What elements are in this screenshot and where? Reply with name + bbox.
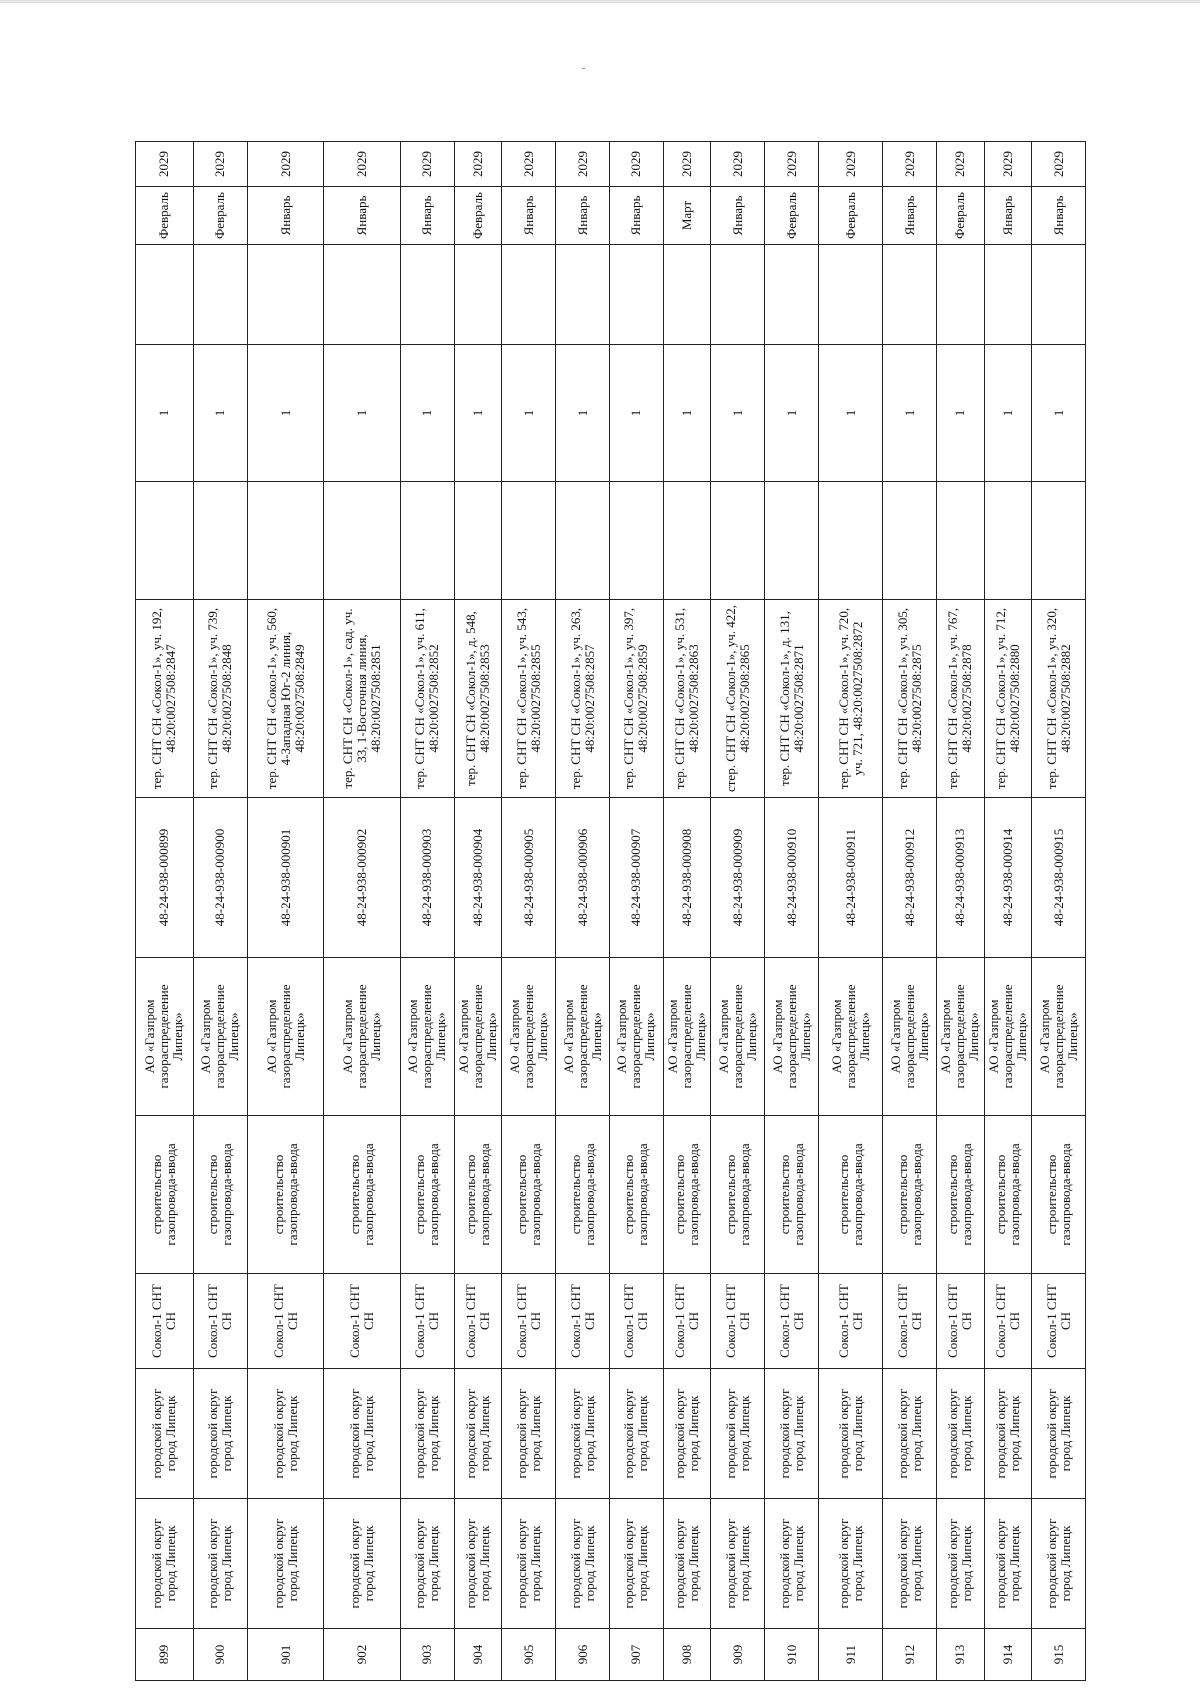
work-type-cell: строительство газопровода-ввода bbox=[883, 1116, 937, 1274]
table-row bbox=[193, 142, 247, 1681]
empty-cell bbox=[936, 245, 984, 345]
row-number: 908 bbox=[663, 1629, 711, 1681]
year-cell: 2029 bbox=[247, 142, 324, 187]
quantity-cell: 1 bbox=[818, 345, 882, 482]
work-type-cell: строительство газопровода-ввода bbox=[324, 1116, 401, 1274]
quantity-cell: 1 bbox=[324, 345, 401, 482]
empty-cell bbox=[324, 482, 401, 600]
district-cell: городской округ город Липецк bbox=[400, 1499, 454, 1629]
organization-cell: АО «Газпром газораспределение Липецк» bbox=[1032, 958, 1086, 1116]
year-cell: 2029 bbox=[454, 142, 502, 187]
snt-cell: Сокол-1 СНТ СН bbox=[247, 1274, 324, 1369]
month-cell: Январь bbox=[324, 187, 401, 245]
empty-cell bbox=[400, 482, 454, 600]
table-row bbox=[556, 142, 610, 1681]
settlement-cell: городской округ город Липецк bbox=[324, 1369, 401, 1499]
row-number: 904 bbox=[454, 1629, 502, 1681]
settlement-cell: городской округ город Липецк bbox=[818, 1369, 882, 1499]
month-cell: Январь bbox=[609, 187, 663, 245]
empty-cell bbox=[136, 482, 194, 600]
rotated-page bbox=[135, 142, 1086, 1681]
snt-cell: Сокол-1 СНТ СН bbox=[984, 1274, 1032, 1369]
settlement-cell: городской округ город Липецк bbox=[883, 1369, 937, 1499]
snt-cell: Сокол-1 СНТ СН bbox=[502, 1274, 556, 1369]
year-cell: 2029 bbox=[193, 142, 247, 187]
row-number: 912 bbox=[883, 1629, 937, 1681]
settlement-cell: городской округ город Липецк bbox=[454, 1369, 502, 1499]
row-number: 902 bbox=[324, 1629, 401, 1681]
year-cell: 2029 bbox=[136, 142, 194, 187]
month-cell: Январь bbox=[556, 187, 610, 245]
settlement-cell: городской округ город Липецк bbox=[556, 1369, 610, 1499]
empty-cell bbox=[556, 482, 610, 600]
row-number: 901 bbox=[247, 1629, 324, 1681]
address-cell: тер. СНТ СН «Сокол-1», уч. 192, 48:20:0027508:2847 bbox=[136, 600, 194, 798]
empty-cell bbox=[663, 482, 711, 600]
year-cell: 2029 bbox=[324, 142, 401, 187]
empty-cell bbox=[818, 482, 882, 600]
snt-cell: Сокол-1 СНТ СН bbox=[193, 1274, 247, 1369]
district-cell: городской округ город Липецк bbox=[1032, 1499, 1086, 1629]
snt-cell: Сокол-1 СНТ СН bbox=[454, 1274, 502, 1369]
year-cell: 2029 bbox=[818, 142, 882, 187]
row-number: 900 bbox=[193, 1629, 247, 1681]
settlement-cell: городской округ город Липецк bbox=[247, 1369, 324, 1499]
empty-cell bbox=[454, 482, 502, 600]
settlement-cell: городской округ город Липецк bbox=[193, 1369, 247, 1499]
table-row bbox=[984, 142, 1032, 1681]
object-code-cell: 48-24-938-000913 bbox=[936, 798, 984, 958]
address-cell: тер. СНТ СН «Сокол-1», уч. 720, уч. 721, 48:20:0027508:2872 bbox=[818, 600, 882, 798]
quantity-cell: 1 bbox=[609, 345, 663, 482]
table-row bbox=[400, 142, 454, 1681]
district-cell: городской округ город Липецк bbox=[247, 1499, 324, 1629]
district-cell: городской округ город Липецк bbox=[556, 1499, 610, 1629]
address-cell: тер. СНТ СН «Сокол-1», уч. 611, 48:20:0027508:2852 bbox=[400, 600, 454, 798]
quantity-cell: 1 bbox=[883, 345, 937, 482]
empty-cell bbox=[984, 482, 1032, 600]
settlement-cell: городской округ город Липецк bbox=[1032, 1369, 1086, 1499]
empty-cell bbox=[711, 245, 765, 345]
year-cell: 2029 bbox=[936, 142, 984, 187]
table-row bbox=[247, 142, 324, 1681]
work-type-cell: строительство газопровода-ввода bbox=[936, 1116, 984, 1274]
row-number: 899 bbox=[136, 1629, 194, 1681]
organization-cell: АО «Газпром газораспределение Липецк» bbox=[454, 958, 502, 1116]
empty-cell bbox=[609, 245, 663, 345]
object-code-cell: 48-24-938-000901 bbox=[247, 798, 324, 958]
settlement-cell: городской округ город Липецк bbox=[136, 1369, 194, 1499]
object-code-cell: 48-24-938-000902 bbox=[324, 798, 401, 958]
organization-cell: АО «Газпром газораспределение Липецк» bbox=[765, 958, 819, 1116]
settlement-cell: городской округ город Липецк bbox=[765, 1369, 819, 1499]
empty-cell bbox=[984, 245, 1032, 345]
empty-cell bbox=[883, 482, 937, 600]
scan-top-edge bbox=[0, 0, 1200, 3]
row-number: 915 bbox=[1032, 1629, 1086, 1681]
table-row bbox=[609, 142, 663, 1681]
settlement-cell: городской округ город Липецк bbox=[936, 1369, 984, 1499]
month-cell: Январь bbox=[984, 187, 1032, 245]
year-cell: 2029 bbox=[609, 142, 663, 187]
settlement-cell: городской округ город Липецк bbox=[609, 1369, 663, 1499]
object-code-cell: 48-24-938-000906 bbox=[556, 798, 610, 958]
table-row bbox=[765, 142, 819, 1681]
empty-cell bbox=[663, 245, 711, 345]
snt-cell: Сокол-1 СНТ СН bbox=[324, 1274, 401, 1369]
quantity-cell: 1 bbox=[663, 345, 711, 482]
snt-cell: Сокол-1 СНТ СН bbox=[883, 1274, 937, 1369]
address-cell: тер. СНТ СН «Сокол-1», уч. 531, 48:20:0027508:2863 bbox=[663, 600, 711, 798]
district-cell: городской округ город Липецк bbox=[765, 1499, 819, 1629]
district-cell: городской округ город Липецк bbox=[136, 1499, 194, 1629]
empty-cell bbox=[193, 245, 247, 345]
organization-cell: АО «Газпром газораспределение Липецк» bbox=[711, 958, 765, 1116]
snt-cell: Сокол-1 СНТ СН bbox=[711, 1274, 765, 1369]
address-cell: тер. СНТ СН «Сокол-1», уч. 560, 4-Западная Юг-2 линия, 48:20:0027508:2849 bbox=[247, 600, 324, 798]
work-type-cell: строительство газопровода-ввода bbox=[765, 1116, 819, 1274]
work-type-cell: строительство газопровода-ввода bbox=[502, 1116, 556, 1274]
quantity-cell: 1 bbox=[936, 345, 984, 482]
organization-cell: АО «Газпром газораспределение Липецк» bbox=[883, 958, 937, 1116]
settlement-cell: городской округ город Липецк bbox=[400, 1369, 454, 1499]
district-cell: городской округ город Липецк bbox=[454, 1499, 502, 1629]
empty-cell bbox=[502, 482, 556, 600]
object-code-cell: 48-24-938-000914 bbox=[984, 798, 1032, 958]
row-number: 905 bbox=[502, 1629, 556, 1681]
table-row bbox=[454, 142, 502, 1681]
settlement-cell: городской округ город Липецк bbox=[711, 1369, 765, 1499]
table-row bbox=[1032, 142, 1086, 1681]
district-cell: городской округ город Липецк bbox=[193, 1499, 247, 1629]
organization-cell: АО «Газпром газораспределение Липецк» bbox=[936, 958, 984, 1116]
organization-cell: АО «Газпром газораспределение Липецк» bbox=[193, 958, 247, 1116]
snt-cell: Сокол-1 СНТ СН bbox=[936, 1274, 984, 1369]
address-cell: тер. СНТ СН «Сокол-1», уч. 397, 48:20:0027508:2859 bbox=[609, 600, 663, 798]
work-type-cell: строительство газопровода-ввода bbox=[136, 1116, 194, 1274]
snt-cell: Сокол-1 СНТ СН bbox=[818, 1274, 882, 1369]
empty-cell bbox=[818, 245, 882, 345]
organization-cell: АО «Газпром газораспределение Липецк» bbox=[984, 958, 1032, 1116]
empty-cell bbox=[883, 245, 937, 345]
empty-cell bbox=[454, 245, 502, 345]
row-number: 903 bbox=[400, 1629, 454, 1681]
empty-cell bbox=[936, 482, 984, 600]
snt-cell: Сокол-1 СНТ СН bbox=[1032, 1274, 1086, 1369]
district-cell: городской округ город Липецк bbox=[502, 1499, 556, 1629]
year-cell: 2029 bbox=[1032, 142, 1086, 187]
empty-cell bbox=[247, 482, 324, 600]
object-code-cell: 48-24-938-000908 bbox=[663, 798, 711, 958]
month-cell: Январь bbox=[400, 187, 454, 245]
organization-cell: АО «Газпром газораспределение Липецк» bbox=[818, 958, 882, 1116]
object-code-cell: 48-24-938-000907 bbox=[609, 798, 663, 958]
quantity-cell: 1 bbox=[193, 345, 247, 482]
table-row bbox=[663, 142, 711, 1681]
table-row bbox=[711, 142, 765, 1681]
quantity-cell: 1 bbox=[1032, 345, 1086, 482]
work-type-cell: строительство газопровода-ввода bbox=[984, 1116, 1032, 1274]
organization-cell: АО «Газпром газораспределение Липецк» bbox=[502, 958, 556, 1116]
registry-rows bbox=[136, 142, 1086, 1681]
quantity-cell: 1 bbox=[400, 345, 454, 482]
scan-speck bbox=[582, 68, 585, 69]
address-cell: тер. СНТ СН «Сокол-1», уч. 739, 48:20:0027508:2848 bbox=[193, 600, 247, 798]
organization-cell: АО «Газпром газораспределение Липецк» bbox=[136, 958, 194, 1116]
table-row bbox=[883, 142, 937, 1681]
empty-cell bbox=[711, 482, 765, 600]
month-cell: Февраль bbox=[193, 187, 247, 245]
object-code-cell: 48-24-938-000911 bbox=[818, 798, 882, 958]
empty-cell bbox=[1032, 245, 1086, 345]
work-type-cell: строительство газопровода-ввода bbox=[1032, 1116, 1086, 1274]
district-cell: городской округ город Липецк bbox=[936, 1499, 984, 1629]
object-code-cell: 48-24-938-000915 bbox=[1032, 798, 1086, 958]
month-cell: Январь bbox=[247, 187, 324, 245]
empty-cell bbox=[765, 245, 819, 345]
row-number: 914 bbox=[984, 1629, 1032, 1681]
district-cell: городской округ город Липецк bbox=[324, 1499, 401, 1629]
district-cell: городской округ город Липецк bbox=[818, 1499, 882, 1629]
organization-cell: АО «Газпром газораспределение Липецк» bbox=[247, 958, 324, 1116]
table-row bbox=[502, 142, 556, 1681]
snt-cell: Сокол-1 СНТ СН bbox=[556, 1274, 610, 1369]
row-number: 910 bbox=[765, 1629, 819, 1681]
year-cell: 2029 bbox=[556, 142, 610, 187]
object-code-cell: 48-24-938-000904 bbox=[454, 798, 502, 958]
month-cell: Февраль bbox=[454, 187, 502, 245]
quantity-cell: 1 bbox=[136, 345, 194, 482]
object-code-cell: 48-24-938-000899 bbox=[136, 798, 194, 958]
organization-cell: АО «Газпром газораспределение Липецк» bbox=[556, 958, 610, 1116]
quantity-cell: 1 bbox=[247, 345, 324, 482]
district-cell: городской округ город Липецк bbox=[711, 1499, 765, 1629]
row-number: 911 bbox=[818, 1629, 882, 1681]
empty-cell bbox=[765, 482, 819, 600]
district-cell: городской округ город Липецк bbox=[663, 1499, 711, 1629]
row-number: 913 bbox=[936, 1629, 984, 1681]
year-cell: 2029 bbox=[502, 142, 556, 187]
year-cell: 2029 bbox=[883, 142, 937, 187]
address-cell: тер. СНТ СН «Сокол-1», уч. 263, 48:20:0027508:2857 bbox=[556, 600, 610, 798]
empty-cell bbox=[1032, 482, 1086, 600]
district-cell: городской округ город Липецк bbox=[609, 1499, 663, 1629]
month-cell: Январь bbox=[883, 187, 937, 245]
organization-cell: АО «Газпром газораспределение Липецк» bbox=[324, 958, 401, 1116]
address-cell: тер. СНТ СН «Сокол-1», уч. 305, 48:20:0027508:2875 bbox=[883, 600, 937, 798]
object-code-cell: 48-24-938-000912 bbox=[883, 798, 937, 958]
month-cell: Январь bbox=[502, 187, 556, 245]
address-cell: тер. СНТ СН «Сокол-1», уч. 543, 48:20:0027508:2855 bbox=[502, 600, 556, 798]
snt-cell: Сокол-1 СНТ СН bbox=[609, 1274, 663, 1369]
empty-cell bbox=[193, 482, 247, 600]
address-cell: тер. СНТ СН «Сокол-1», сад. уч. 33, 1-Восточная линия, 48:20:0027508:2851 bbox=[324, 600, 401, 798]
quantity-cell: 1 bbox=[765, 345, 819, 482]
month-cell: Январь bbox=[1032, 187, 1086, 245]
organization-cell: АО «Газпром газораспределение Липецк» bbox=[663, 958, 711, 1116]
registry-table bbox=[135, 141, 1086, 1681]
year-cell: 2029 bbox=[765, 142, 819, 187]
year-cell: 2029 bbox=[400, 142, 454, 187]
empty-cell bbox=[609, 482, 663, 600]
quantity-cell: 1 bbox=[556, 345, 610, 482]
address-cell: тер. СНТ СН «Сокол-1», д. 548, 48:20:0027508:2853 bbox=[454, 600, 502, 798]
year-cell: 2029 bbox=[711, 142, 765, 187]
work-type-cell: строительство газопровода-ввода bbox=[400, 1116, 454, 1274]
work-type-cell: строительство газопровода-ввода bbox=[556, 1116, 610, 1274]
empty-cell bbox=[502, 245, 556, 345]
settlement-cell: городской округ город Липецк bbox=[984, 1369, 1032, 1499]
table-row bbox=[136, 142, 194, 1681]
empty-cell bbox=[556, 245, 610, 345]
organization-cell: АО «Газпром газораспределение Липецк» bbox=[400, 958, 454, 1116]
month-cell: Февраль bbox=[136, 187, 194, 245]
empty-cell bbox=[400, 245, 454, 345]
object-code-cell: 48-24-938-000900 bbox=[193, 798, 247, 958]
address-cell: тер. СНТ СН «Сокол-1», уч. 767, 48:20:0027508:2878 bbox=[936, 600, 984, 798]
settlement-cell: городской округ город Липецк bbox=[663, 1369, 711, 1499]
month-cell: Март bbox=[663, 187, 711, 245]
empty-cell bbox=[136, 245, 194, 345]
row-number: 906 bbox=[556, 1629, 610, 1681]
quantity-cell: 1 bbox=[502, 345, 556, 482]
district-cell: городской округ город Липецк bbox=[883, 1499, 937, 1629]
month-cell: Февраль bbox=[765, 187, 819, 245]
address-cell: тер. СНТ СН «Сокол-1», уч. 320, 48:20:0027508:2882 bbox=[1032, 600, 1086, 798]
snt-cell: Сокол-1 СНТ СН bbox=[765, 1274, 819, 1369]
organization-cell: АО «Газпром газораспределение Липецк» bbox=[609, 958, 663, 1116]
month-cell: Февраль bbox=[936, 187, 984, 245]
snt-cell: Сокол-1 СНТ СН bbox=[663, 1274, 711, 1369]
address-cell: тер. СНТ СН «Сокол-1», уч. 712, 48:20:0027508:2880 bbox=[984, 600, 1032, 798]
month-cell: Февраль bbox=[818, 187, 882, 245]
table-row bbox=[324, 142, 401, 1681]
quantity-cell: 1 bbox=[711, 345, 765, 482]
row-number: 907 bbox=[609, 1629, 663, 1681]
work-type-cell: строительство газопровода-ввода bbox=[193, 1116, 247, 1274]
work-type-cell: строительство газопровода-ввода bbox=[711, 1116, 765, 1274]
work-type-cell: строительство газопровода-ввода bbox=[609, 1116, 663, 1274]
empty-cell bbox=[324, 245, 401, 345]
object-code-cell: 48-24-938-000905 bbox=[502, 798, 556, 958]
table-row bbox=[818, 142, 882, 1681]
row-number: 909 bbox=[711, 1629, 765, 1681]
work-type-cell: строительство газопровода-ввода bbox=[247, 1116, 324, 1274]
year-cell: 2029 bbox=[663, 142, 711, 187]
table-row bbox=[936, 142, 984, 1681]
address-cell: стер. СНТ СН «Сокол-1», уч. 422, 48:20:0027508:2865 bbox=[711, 600, 765, 798]
quantity-cell: 1 bbox=[454, 345, 502, 482]
month-cell: Январь bbox=[711, 187, 765, 245]
object-code-cell: 48-24-938-000910 bbox=[765, 798, 819, 958]
district-cell: городской округ город Липецк bbox=[984, 1499, 1032, 1629]
settlement-cell: городской округ город Липецк bbox=[502, 1369, 556, 1499]
address-cell: тер. СНТ СН «Сокол-1», д. 131, 48:20:0027508:2871 bbox=[765, 600, 819, 798]
year-cell: 2029 bbox=[984, 142, 1032, 187]
work-type-cell: строительство газопровода-ввода bbox=[454, 1116, 502, 1274]
object-code-cell: 48-24-938-000903 bbox=[400, 798, 454, 958]
object-code-cell: 48-24-938-000909 bbox=[711, 798, 765, 958]
empty-cell bbox=[247, 245, 324, 345]
snt-cell: Сокол-1 СНТ СН bbox=[136, 1274, 194, 1369]
work-type-cell: строительство газопровода-ввода bbox=[663, 1116, 711, 1274]
work-type-cell: строительство газопровода-ввода bbox=[818, 1116, 882, 1274]
snt-cell: Сокол-1 СНТ СН bbox=[400, 1274, 454, 1369]
quantity-cell: 1 bbox=[984, 345, 1032, 482]
